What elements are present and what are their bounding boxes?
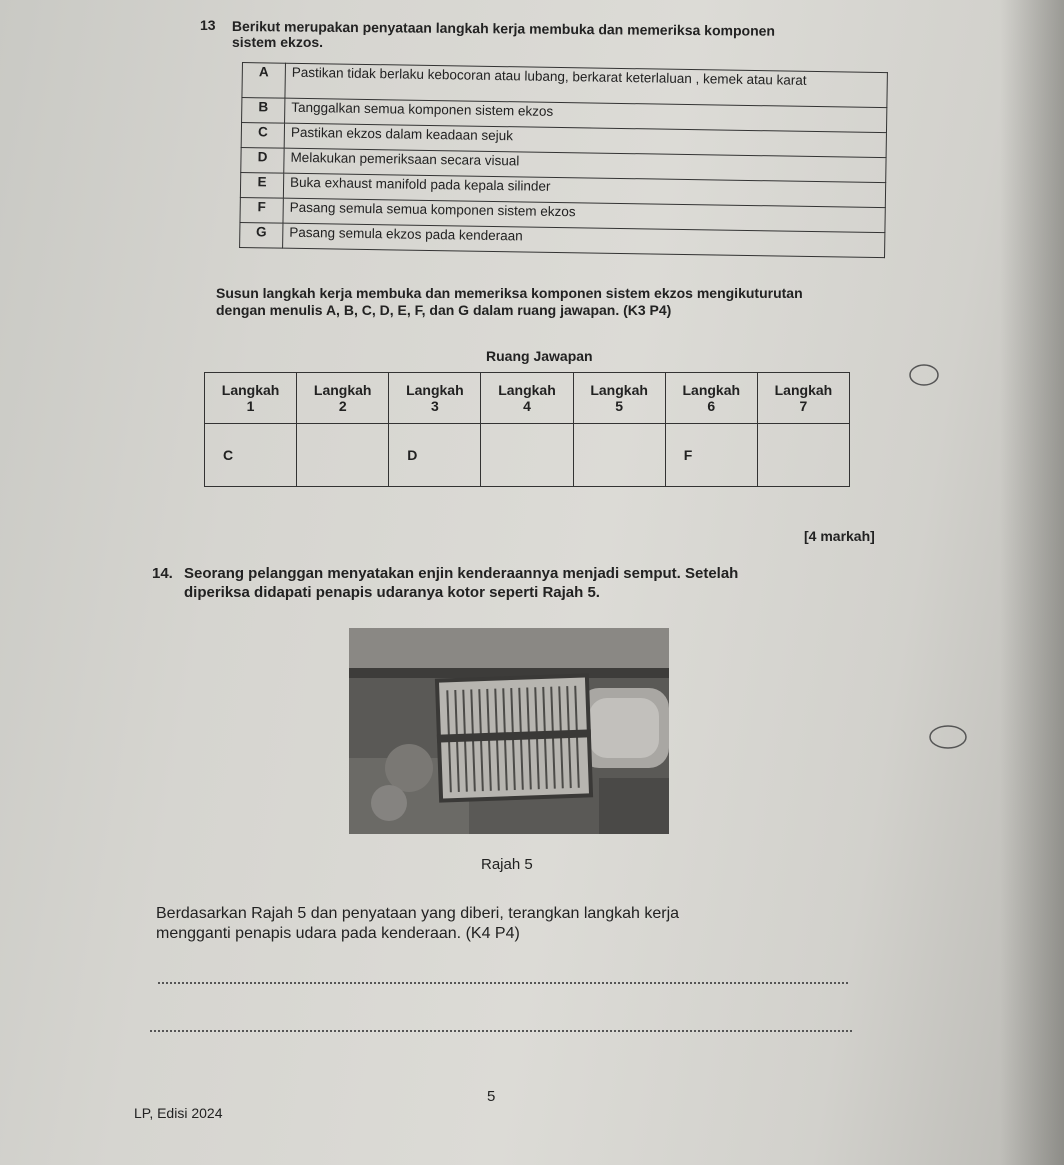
page-number: 5 [487, 1088, 496, 1105]
step-text: Tanggalkan semua komponen sistem ekzos [285, 98, 887, 132]
answer-header: Langkah 5 [573, 373, 665, 424]
step-text: Pasang semula semua komponen sistem ekzos [283, 198, 885, 232]
answer-row [205, 424, 850, 487]
question-14-text: Seorang pelanggan menyatakan enjin kenderaannya menjadi semput. Setelah [184, 565, 739, 582]
question-13-instruction-cont: dengan menulis A, B, C, D, E, F, dan G dalam ruang jawapan. (K3 P4) [216, 302, 672, 318]
answer-header: Langkah 3 [389, 373, 481, 424]
answer-cell[interactable]: C [205, 424, 297, 487]
question-13-number: 13 [200, 17, 216, 33]
page-edge-shadow [1000, 0, 1064, 1165]
answer-header: Langkah 1 [205, 373, 297, 424]
question-14-number: 14. [152, 565, 173, 582]
question-13-intro-cont: sistem ekzos. [232, 34, 324, 50]
answer-header: Langkah 2 [297, 373, 389, 424]
question-14-prompt-cont: mengganti penapis udara pada kenderaan. (K4 P4) [156, 925, 520, 942]
step-letter: D [241, 147, 284, 173]
answer-cell[interactable]: D [389, 424, 481, 487]
answer-header: Langkah 4 [481, 373, 573, 424]
answer-cell[interactable] [297, 424, 389, 487]
step-letter: E [240, 172, 283, 198]
dirty-air-filter-photo [349, 628, 669, 834]
step-text: Buka exhaust manifold pada kepala silinder [283, 173, 885, 207]
answer-header: Langkah 7 [757, 373, 849, 424]
answer-cell[interactable]: F [665, 424, 757, 487]
step-text: Pastikan tidak berlaku kebocoran atau lubang, berkarat keterlaluan , kemek atau karat [285, 63, 887, 107]
answer-table [204, 372, 850, 487]
question-13-instruction: Susun langkah kerja membuka dan memeriksa komponen sistem ekzos mengikuturutan [216, 285, 803, 301]
step-letter: C [241, 123, 284, 149]
step-letter: A [242, 63, 286, 99]
answer-header-row [205, 373, 850, 424]
step-text: Pasang semula ekzos pada kenderaan [283, 223, 885, 257]
step-text: Melakukan pemeriksaan secara visual [284, 148, 886, 182]
step-letter: F [240, 197, 283, 223]
figure-caption: Rajah 5 [481, 856, 533, 873]
step-letter: G [240, 222, 283, 248]
edition-label: LP, Edisi 2024 [134, 1105, 223, 1121]
circle-mark-icon [926, 722, 970, 752]
answer-space-title: Ruang Jawapan [486, 348, 593, 364]
question-14-prompt: Berdasarkan Rajah 5 dan penyataan yang diberi, terangkan langkah kerja [156, 905, 680, 922]
answer-cell[interactable] [573, 424, 665, 487]
answer-line[interactable] [158, 982, 848, 984]
step-text: Pastikan ekzos dalam keadaan sejuk [284, 123, 886, 157]
question-14-text-cont: diperiksa didapati penapis udaranya kotor seperti Rajah 5. [184, 584, 600, 601]
marks-label: [4 markah] [804, 528, 875, 544]
answer-line[interactable] [150, 1030, 852, 1032]
answer-header: Langkah 6 [665, 373, 757, 424]
circle-mark-icon [906, 362, 942, 388]
steps-table [239, 62, 888, 258]
question-13-intro: Berikut merupakan penyataan langkah kerja membuka dan memeriksa komponen [231, 18, 776, 39]
answer-cell[interactable] [481, 424, 573, 487]
step-letter: B [242, 98, 285, 124]
answer-cell[interactable] [757, 424, 849, 487]
